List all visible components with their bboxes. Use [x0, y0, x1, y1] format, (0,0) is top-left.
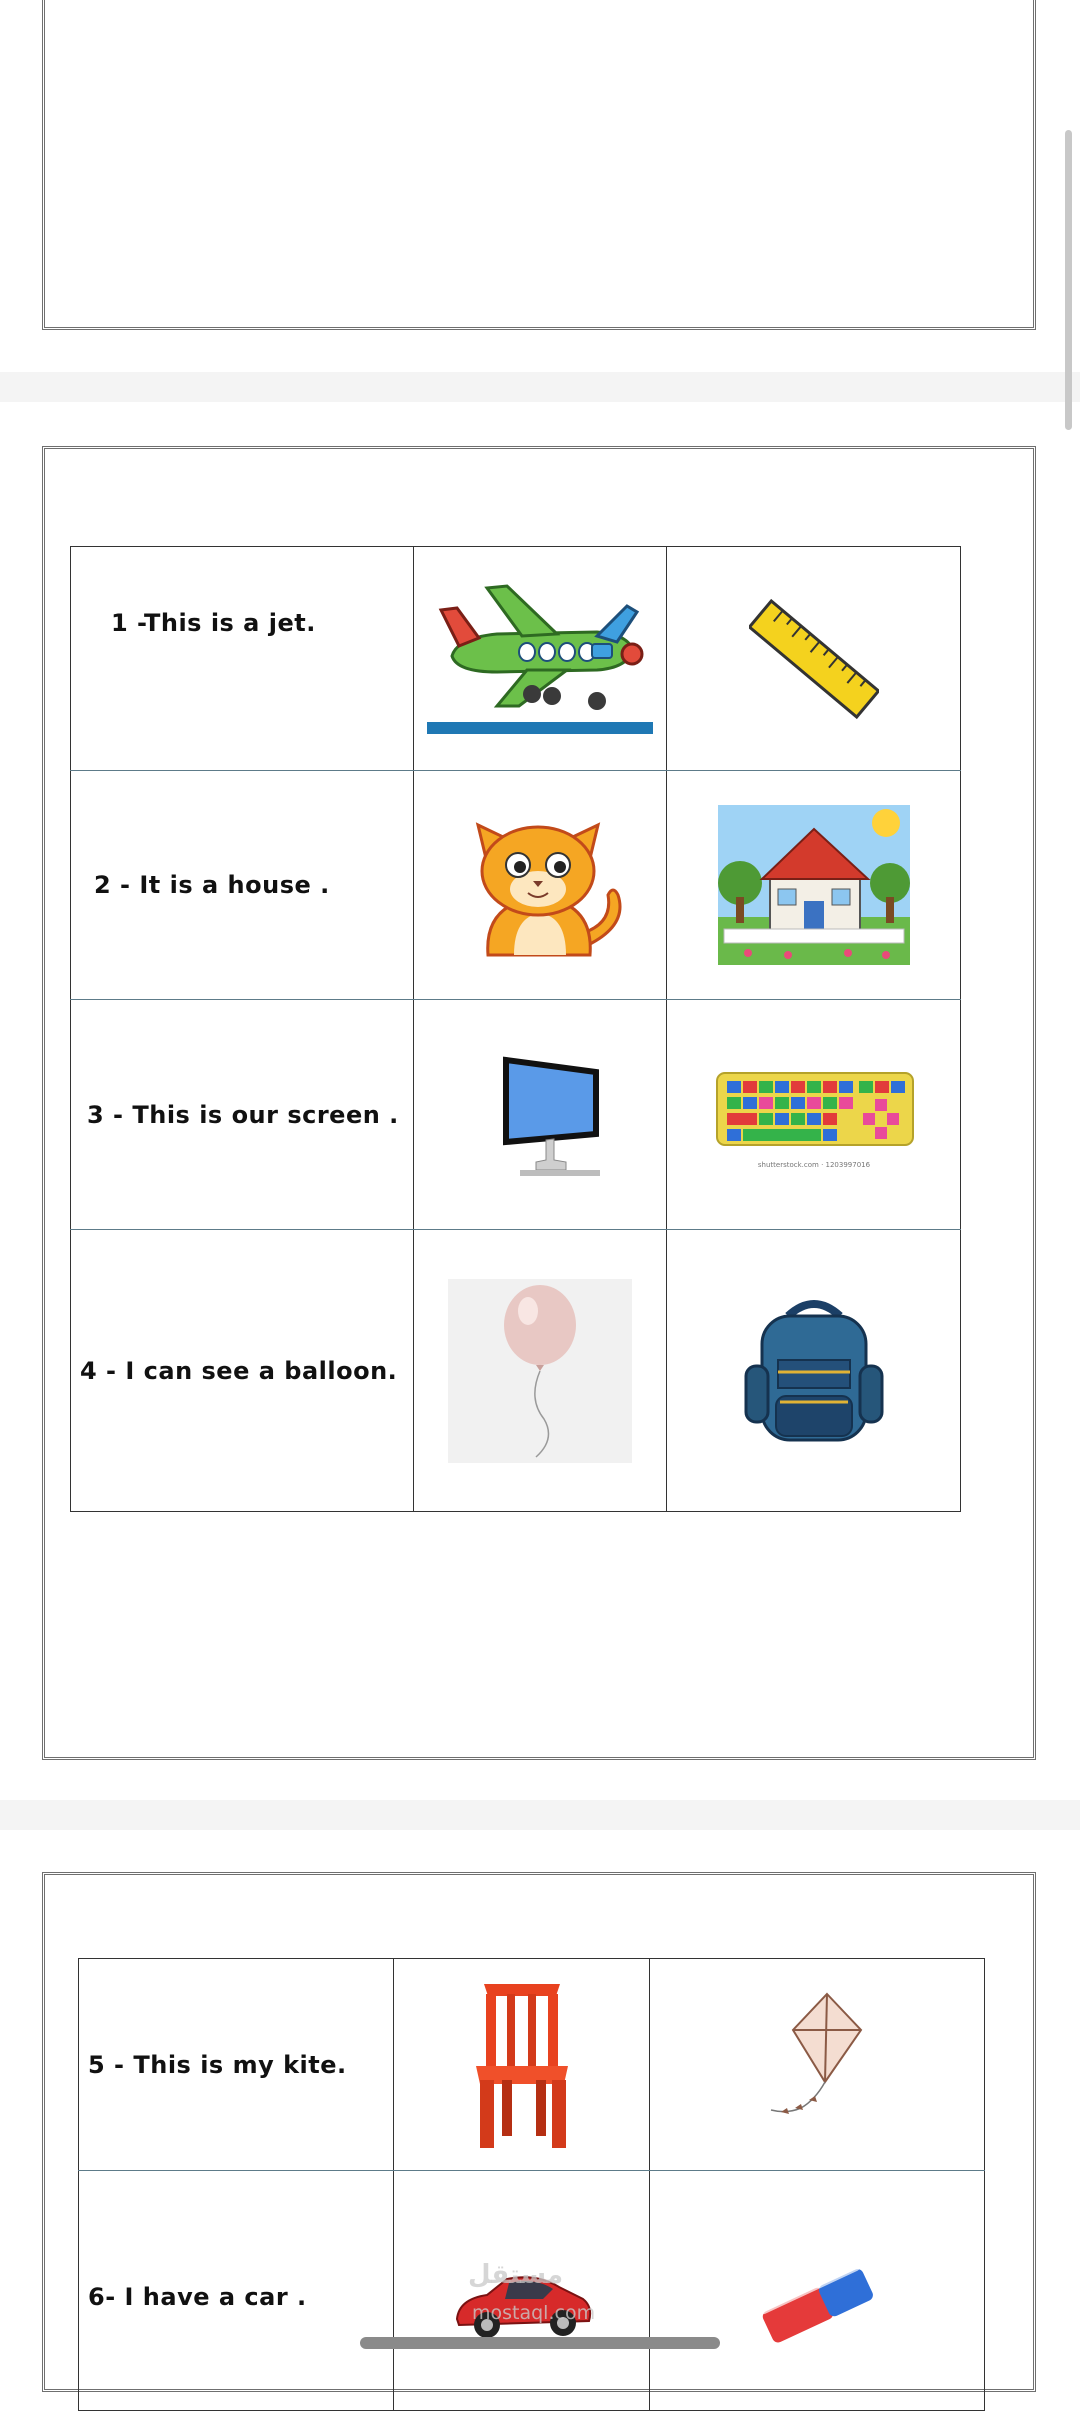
sentence-3: 3 - This is our screen .	[87, 1100, 399, 1129]
table-row	[71, 1230, 961, 1512]
picture-cell	[414, 1000, 667, 1230]
picture-cell	[650, 2171, 985, 2411]
eraser-icon	[752, 2259, 882, 2349]
page-gap	[0, 1800, 1080, 1830]
scrollbar-thumb[interactable]	[1065, 130, 1072, 430]
table-row	[71, 771, 961, 1000]
sentence-5: 5 - This is my kite.	[88, 2050, 347, 2079]
document-page-2	[42, 446, 1036, 1760]
table-row	[71, 1000, 961, 1230]
picture-cell	[394, 1959, 650, 2171]
sentence-cell	[71, 1000, 414, 1230]
house-icon	[718, 805, 910, 965]
balloon-icon	[448, 1279, 632, 1463]
sentence-6: 6- I have a car .	[88, 2283, 307, 2311]
keyboard-photo-caption: shutterstock.com · 1203997016	[757, 1160, 870, 1169]
picture-cell	[414, 771, 667, 1000]
kite-icon	[757, 1990, 877, 2140]
sentence-cell	[71, 547, 414, 771]
home-indicator[interactable]	[360, 2337, 720, 2349]
sentence-4: 4 - I can see a balloon.	[80, 1356, 398, 1385]
picture-cell	[667, 1230, 961, 1512]
backpack-icon	[732, 1296, 896, 1446]
sentence-2: 2 - It is a house .	[94, 871, 330, 899]
picture-cell	[650, 1959, 985, 2171]
sentence-cell	[71, 771, 414, 1000]
ruler-icon	[749, 594, 879, 724]
sentence-cell	[71, 1230, 414, 1512]
picture-cell	[667, 771, 961, 1000]
jet-icon	[427, 576, 653, 742]
picture-cell	[414, 1230, 667, 1512]
worksheet-table-a	[70, 546, 961, 1512]
table-row	[79, 1959, 985, 2171]
screen-icon	[470, 1050, 610, 1180]
page-gap	[0, 372, 1080, 402]
picture-cell	[667, 1000, 961, 1230]
sentence-cell	[79, 1959, 394, 2171]
picture-cell	[414, 547, 667, 771]
chair-icon	[462, 1980, 582, 2150]
watermark-latin: mostaql.com	[472, 2302, 596, 2324]
sentence-cell	[79, 2171, 394, 2411]
document-page-1	[42, 0, 1036, 330]
picture-cell	[667, 547, 961, 771]
watermark-arabic: مستقل	[468, 2260, 564, 2290]
table-row	[71, 547, 961, 771]
keyboard-icon	[709, 1055, 919, 1175]
cat-icon	[448, 805, 632, 965]
table-row	[79, 2171, 985, 2411]
sentence-1: 1 -This is a jet.	[111, 609, 316, 637]
picture-cell	[394, 2171, 650, 2411]
